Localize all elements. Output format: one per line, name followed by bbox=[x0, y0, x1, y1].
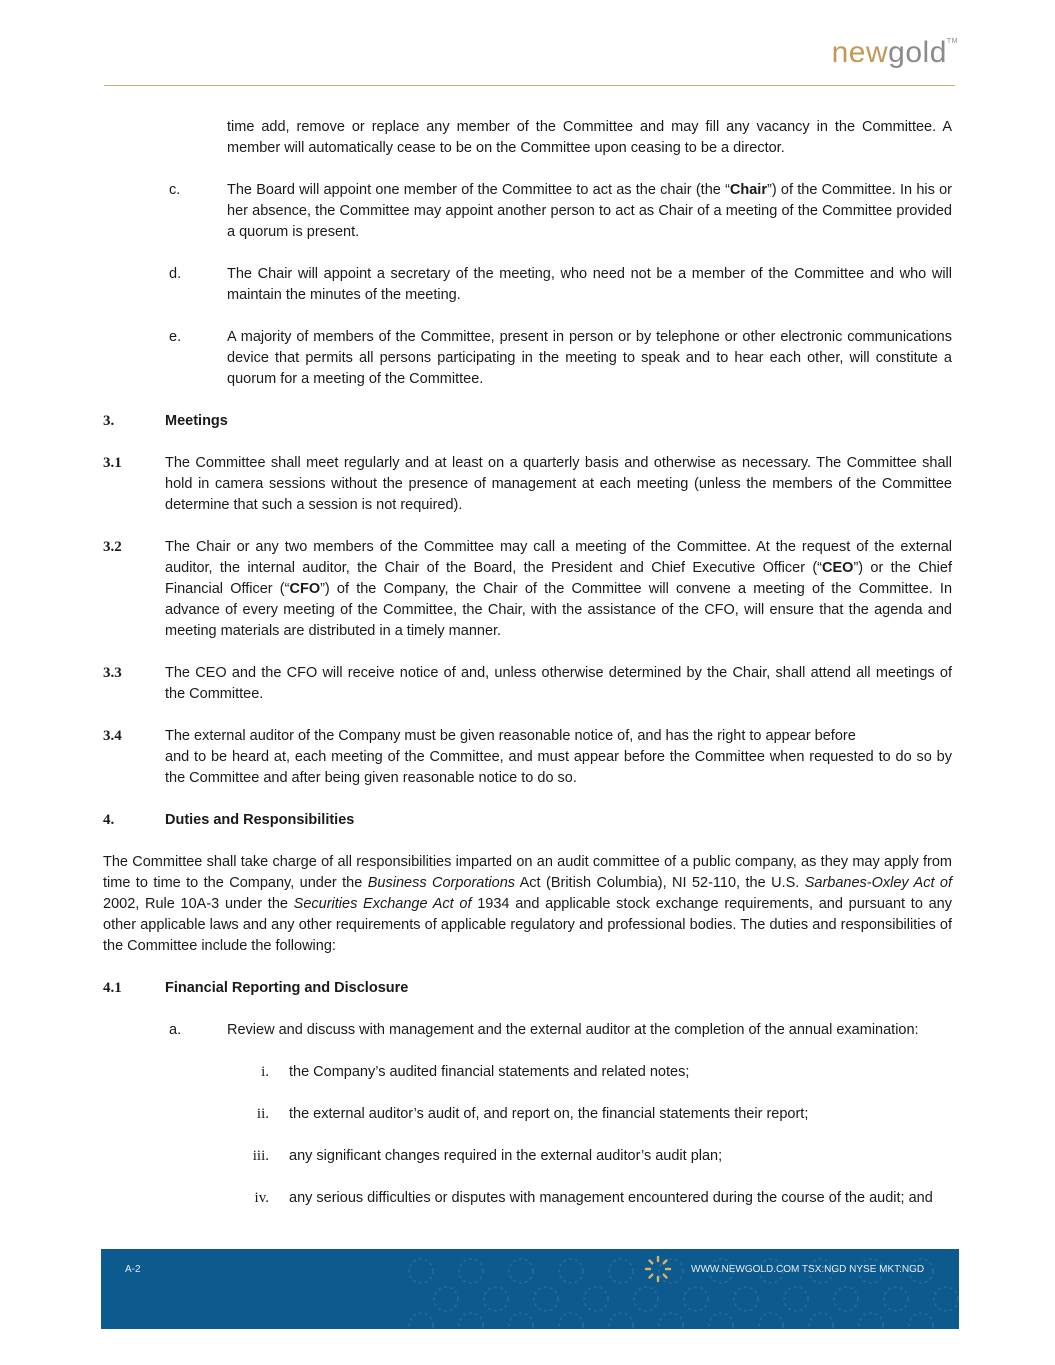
logo-gold: gold bbox=[888, 36, 947, 69]
page-number: A-2 bbox=[125, 1264, 141, 1275]
subitem-ii bbox=[256, 1104, 952, 1125]
section-3-1-number: 3.1 bbox=[103, 455, 122, 471]
document-body bbox=[0, 117, 1055, 1209]
subitem-i-text: the Company’s audited financial statements and related notes; bbox=[289, 1064, 690, 1080]
item-e bbox=[169, 327, 952, 390]
logo-new: new bbox=[831, 36, 889, 69]
item-d bbox=[169, 264, 952, 306]
footer-pattern bbox=[401, 1249, 959, 1329]
item-e-text: A majority of members of the Committee, present in person or by telephone or other electronic communications device that permits all persons participating in the meeting to speak and to hear each other, will constitute a quorum for a meeting of the Committee. bbox=[227, 329, 952, 387]
item-d-text: The Chair will appoint a secretary of the meeting, who need not be a member of the Committee and who will maintain the minutes of the meeting. bbox=[227, 266, 952, 303]
section-3-1 bbox=[103, 453, 952, 516]
subitem-i-label: i. bbox=[261, 1064, 269, 1080]
item-d-label: d. bbox=[169, 266, 182, 282]
item-a-text: Review and discuss with management and the external auditor at the completion of the annual examination: bbox=[227, 1022, 919, 1038]
item-c-label: c. bbox=[169, 182, 181, 198]
section-4-title: Duties and Responsibilities bbox=[165, 812, 355, 828]
section-3-heading bbox=[103, 411, 952, 432]
section-3-1-text: The Committee shall meet regularly and at least on a quarterly basis and otherwise as necessary. The Committee shall hold in camera sessions without the presence of management at each meeting (unless the members of the Committee determine that such a session is not required). bbox=[165, 455, 952, 513]
intro-text-a: The Committee shall take charge of all responsibilities imparted on an audit committee of a public company, as they may apply from time to time to the Company, under the bbox=[103, 854, 952, 891]
section-3-2-text-c: ”) of the Company, the Chair of the Committee will convene a meeting of the Committee. In advance of every meeting of the Committee, the Chair, with the assistance of the CFO, will ensure that the agenda and meeting materials are distributed in a timely manner. bbox=[165, 581, 953, 639]
section-3-2 bbox=[103, 537, 953, 642]
logo-tm: TM bbox=[946, 38, 958, 45]
item-c-text-2: ”) of the Committee. In his or her absence, the Committee may appoint another person to act as Chair of a meeting of the Committee provided a quorum is present. bbox=[227, 182, 952, 240]
item-c-text: The Board will appoint one member of the Committee to act as the chair (the “ bbox=[227, 182, 730, 198]
intro-text-d: 1934 and applicable stock exchange requirements, and pursuant to any other applicable laws and any other requirements of applicable regulatory and professional bodies. The duties and responsibilities of the Committee include the following: bbox=[103, 896, 952, 954]
chair-term: Chair bbox=[729, 182, 767, 198]
intro-text-c: 2002, Rule 10A-3 under the bbox=[103, 896, 294, 912]
section-3-4-line-2: and to be heard at, each meeting of the Committee, and must appear before the Committee when requested to do so by the Committee and after being given reasonable notice to do so. bbox=[165, 749, 952, 786]
intro-italic-1: Business Corporations bbox=[367, 875, 516, 891]
subitem-iii-label: iii. bbox=[252, 1148, 269, 1164]
subitem-iii-text: any significant changes required in the external auditor’s audit plan; bbox=[289, 1148, 723, 1164]
header-rule bbox=[104, 85, 955, 86]
section-4-1-number: 4.1 bbox=[103, 980, 122, 996]
ceo-term: CEO bbox=[822, 560, 854, 576]
section-4-heading bbox=[103, 810, 952, 831]
section-3-title: Meetings bbox=[165, 413, 228, 429]
continued-paragraph bbox=[227, 117, 952, 159]
section-3-3 bbox=[103, 663, 952, 705]
section-3-3-text: The CEO and the CFO will receive notice of and, unless otherwise determined by the Chair, shall attend all meetings of the Committee. bbox=[165, 665, 952, 702]
section-4-intro bbox=[103, 852, 952, 957]
section-3-2-text-b: ”) or the Chief Financial Officer (“ bbox=[165, 560, 952, 597]
subitem-iv-text: any serious difficulties or disputes with management encountered during the course of the audit; and bbox=[289, 1190, 933, 1206]
section-3-4-line-1: The external auditor of the Company must be given reasonable notice of, and has the right to appear before bbox=[165, 728, 856, 744]
item-a bbox=[169, 1020, 952, 1041]
intro-text-b: Act (British Columbia), NI 52-110, the U.S. bbox=[515, 875, 805, 891]
continued-text: time add, remove or replace any member of the Committee and may fill any vacancy in the Committee. A member will automatically cease to be on the Committee upon ceasing to be a director. bbox=[227, 119, 952, 156]
item-c bbox=[169, 180, 952, 243]
cfo-term: CFO bbox=[289, 581, 321, 597]
gold-star-icon bbox=[644, 1255, 672, 1283]
intro-italic-2: Sarbanes-Oxley Act of bbox=[804, 875, 953, 891]
footer-website: WWW.NEWGOLD.COM TSX:NGD NYSE MKT:NGD bbox=[691, 1264, 925, 1275]
section-3-3-number: 3.3 bbox=[103, 665, 122, 681]
subitem-i bbox=[261, 1062, 952, 1083]
subitem-iv bbox=[254, 1188, 952, 1209]
newgold-logo bbox=[832, 36, 958, 70]
section-4-1-title: Financial Reporting and Disclosure bbox=[165, 980, 409, 996]
item-e-label: e. bbox=[169, 329, 182, 345]
subitem-ii-text: the external auditor’s audit of, and report on, the financial statements their report; bbox=[289, 1106, 809, 1122]
subitem-ii-label: ii. bbox=[256, 1106, 269, 1122]
subitem-iii bbox=[252, 1146, 952, 1167]
section-4-1-heading bbox=[103, 978, 952, 999]
section-3-2-text-a: The Chair or any two members of the Committee may call a meeting of the Committee. At the request of the external auditor, the internal auditor, the Chair of the Board, the President and Chief Executive Officer (“ bbox=[165, 539, 952, 576]
section-4-number: 4. bbox=[103, 812, 115, 828]
subitem-iv-label: iv. bbox=[254, 1190, 269, 1206]
section-3-2-number: 3.2 bbox=[103, 539, 122, 555]
section-3-number: 3. bbox=[103, 413, 115, 429]
section-3-4 bbox=[103, 726, 952, 789]
footer-band bbox=[101, 1249, 959, 1329]
section-3-4-number: 3.4 bbox=[103, 728, 122, 744]
item-a-label: a. bbox=[169, 1022, 182, 1038]
intro-italic-3: Securities Exchange Act of bbox=[293, 896, 472, 912]
